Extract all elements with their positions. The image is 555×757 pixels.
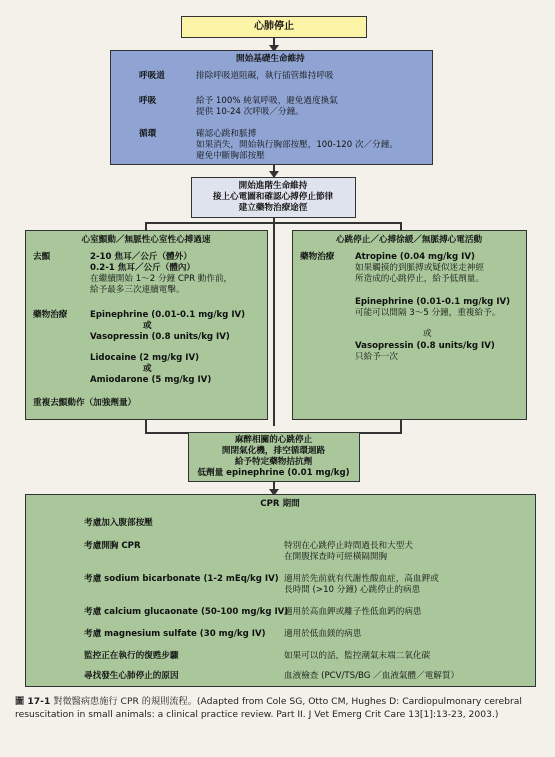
anesthesia-arrest-box (188, 432, 360, 482)
cpr-title: CPR 期間 (260, 499, 300, 509)
advanced-life-support-box (191, 177, 356, 218)
drug-line: Vasopressin (0.8 units/kg IV) (355, 341, 495, 351)
circulation-line: 如果消失，開始執行胸部按壓，100-120 次／分鐘。 (196, 140, 398, 150)
cardiac-arrest-label: 心肺停止 (254, 21, 294, 32)
cpr-note: 特別在心跳停止時間過長和大型犬 (284, 541, 413, 551)
advanced-line: 接上心電圖和確認心搏停止節律 (212, 192, 334, 202)
cpr-note: 血液檢查 (PCV/TS/BG ／血液氣體／電解質） (284, 671, 460, 681)
drug-line: 如果觸摸的到脈搏或疑似迷走神經 (355, 263, 484, 273)
cpr-item: 考慮開胸 CPR (84, 541, 141, 551)
drug-or: 或 (423, 329, 432, 339)
drug-line: Atropine (0.04 mg/kg IV) (355, 252, 475, 262)
defib-line: 2-10 焦耳／公斤（體外） (90, 252, 192, 262)
drug-or: 或 (143, 364, 152, 374)
circulation-line: 避免中斷胸部按壓 (196, 151, 265, 161)
connector-line (400, 420, 402, 432)
cpr-item: 監控正在執行的復甦步驟 (84, 651, 179, 661)
cpr-item: 尋找發生心肺停止的原因 (84, 671, 179, 681)
vf-pulseless-vt-box (25, 230, 268, 420)
cpr-item: 考慮 sodium bicarbonate (1-2 mEq/kg IV) (84, 574, 279, 584)
basic-title: 開始基礎生命維持 (236, 54, 305, 64)
cpr-period-box (25, 494, 536, 687)
drug-line: Epinephrine (0.01-0.1 mg/kg IV) (90, 310, 246, 320)
drug-line: 所造成的心跳停止，給予低劑量。 (355, 274, 484, 284)
cpr-note: 適用於高血鉀或離子性低血鈣的病患 (284, 607, 422, 617)
circulation-label: 循環 (139, 129, 157, 139)
cpr-item: 考慮 calcium glucaonate (50-100 mg/kg IV) (84, 607, 289, 617)
basic-life-support-box (110, 50, 433, 165)
drug-line: Lidocaine (2 mg/kg IV) (90, 353, 200, 363)
drug-line: 只給予一次 (355, 352, 398, 362)
defib-label: 去顫 (33, 252, 51, 262)
connector-line (400, 222, 402, 230)
cpr-item: 考慮加入腹部按壓 (84, 518, 153, 528)
cpr-note: 適用於先前就有代謝性酸血症，高血鉀或 (284, 574, 439, 584)
drug-or: 或 (143, 321, 152, 331)
anesthesia-line: 麻醉相關的心跳停止 (234, 435, 313, 445)
cpr-note: 長時間 (>10 分鐘) 心跳停止的病患 (284, 585, 421, 595)
repeat-defib: 重複去顫動作（加強劑量） (33, 398, 137, 408)
defib-line: 在繼續開始 1～2 分鐘 CPR 動作前， (90, 274, 233, 284)
connector-line (145, 222, 147, 230)
cpr-note: 適用於低血鎂的病患 (284, 629, 362, 639)
defib-line: 0.2-1 焦耳／公斤（體內） (90, 263, 196, 273)
airway-label: 呼吸道 (139, 71, 165, 81)
anesthesia-line: 低劑量 epinephrine (0.01 mg/kg) (197, 468, 350, 478)
breathing-line: 給予 100% 純氧呼吸，避免過度換氣 (196, 96, 338, 106)
airway-line: 排除呼吸道阻礙，執行插管維持呼吸 (196, 71, 334, 81)
breathing-line: 提供 10-24 次呼吸／分鐘。 (196, 107, 304, 117)
advanced-line: 開始進階生命維持 (238, 181, 308, 191)
asystole-pea-box (292, 230, 527, 420)
left-title: 心室顫動／無脈性心室性心搏過速 (81, 235, 211, 245)
circulation-line: 確認心跳和脈搏 (196, 129, 257, 139)
cardiac-arrest-box (181, 16, 367, 38)
connector-line (145, 222, 402, 224)
breathing-label: 呼吸 (139, 96, 157, 106)
figure-caption (15, 695, 545, 721)
drug-line: Vasopressin (0.8 units/kg IV) (90, 332, 230, 342)
anesthesia-line: 給予特定藥物拮抗劑 (234, 457, 313, 467)
cpr-item: 考慮 magnesium sulfate (30 mg/kg IV) (84, 629, 266, 639)
connector-line (145, 420, 147, 432)
cpr-note: 在開腹探查時可經橫隔開胸 (284, 552, 388, 562)
drug-line: Amiodarone (5 mg/kg IV) (90, 375, 212, 385)
anesthesia-line: 開閉氣化機，排空循環迴路 (221, 446, 326, 456)
drug-label: 藥物治療 (33, 310, 68, 320)
right-title: 心跳停止／心搏徐緩／無脈搏心電活動 (335, 235, 483, 245)
figure-label: 圖 17-1 (15, 696, 51, 707)
advanced-line: 建立藥物治療途徑 (238, 203, 308, 213)
defib-line: 給予最多三次連續電擊。 (90, 285, 185, 295)
drug-label: 藥物治療 (300, 252, 335, 262)
connector-line (273, 218, 275, 426)
drug-line: 可能可以間隔 3～5 分鐘，重複給予。 (355, 308, 501, 318)
figure-caption-text: 對徵醫病患施行 CPR 的規則流程。(Adapted from Cole SG, Otto CM, Hughes D: Cardiopulmonary cerebral resuscitation in small animals: a clinical practice review. Part II. J Vet Emerg Crit Care 13[1]:13-23, 2003.) (15, 696, 522, 720)
cpr-note: 如果可以的話，監控潮氣末端二氧化碳 (284, 651, 431, 661)
drug-line: Epinephrine (0.01-0.1 mg/kg IV) (355, 297, 511, 307)
